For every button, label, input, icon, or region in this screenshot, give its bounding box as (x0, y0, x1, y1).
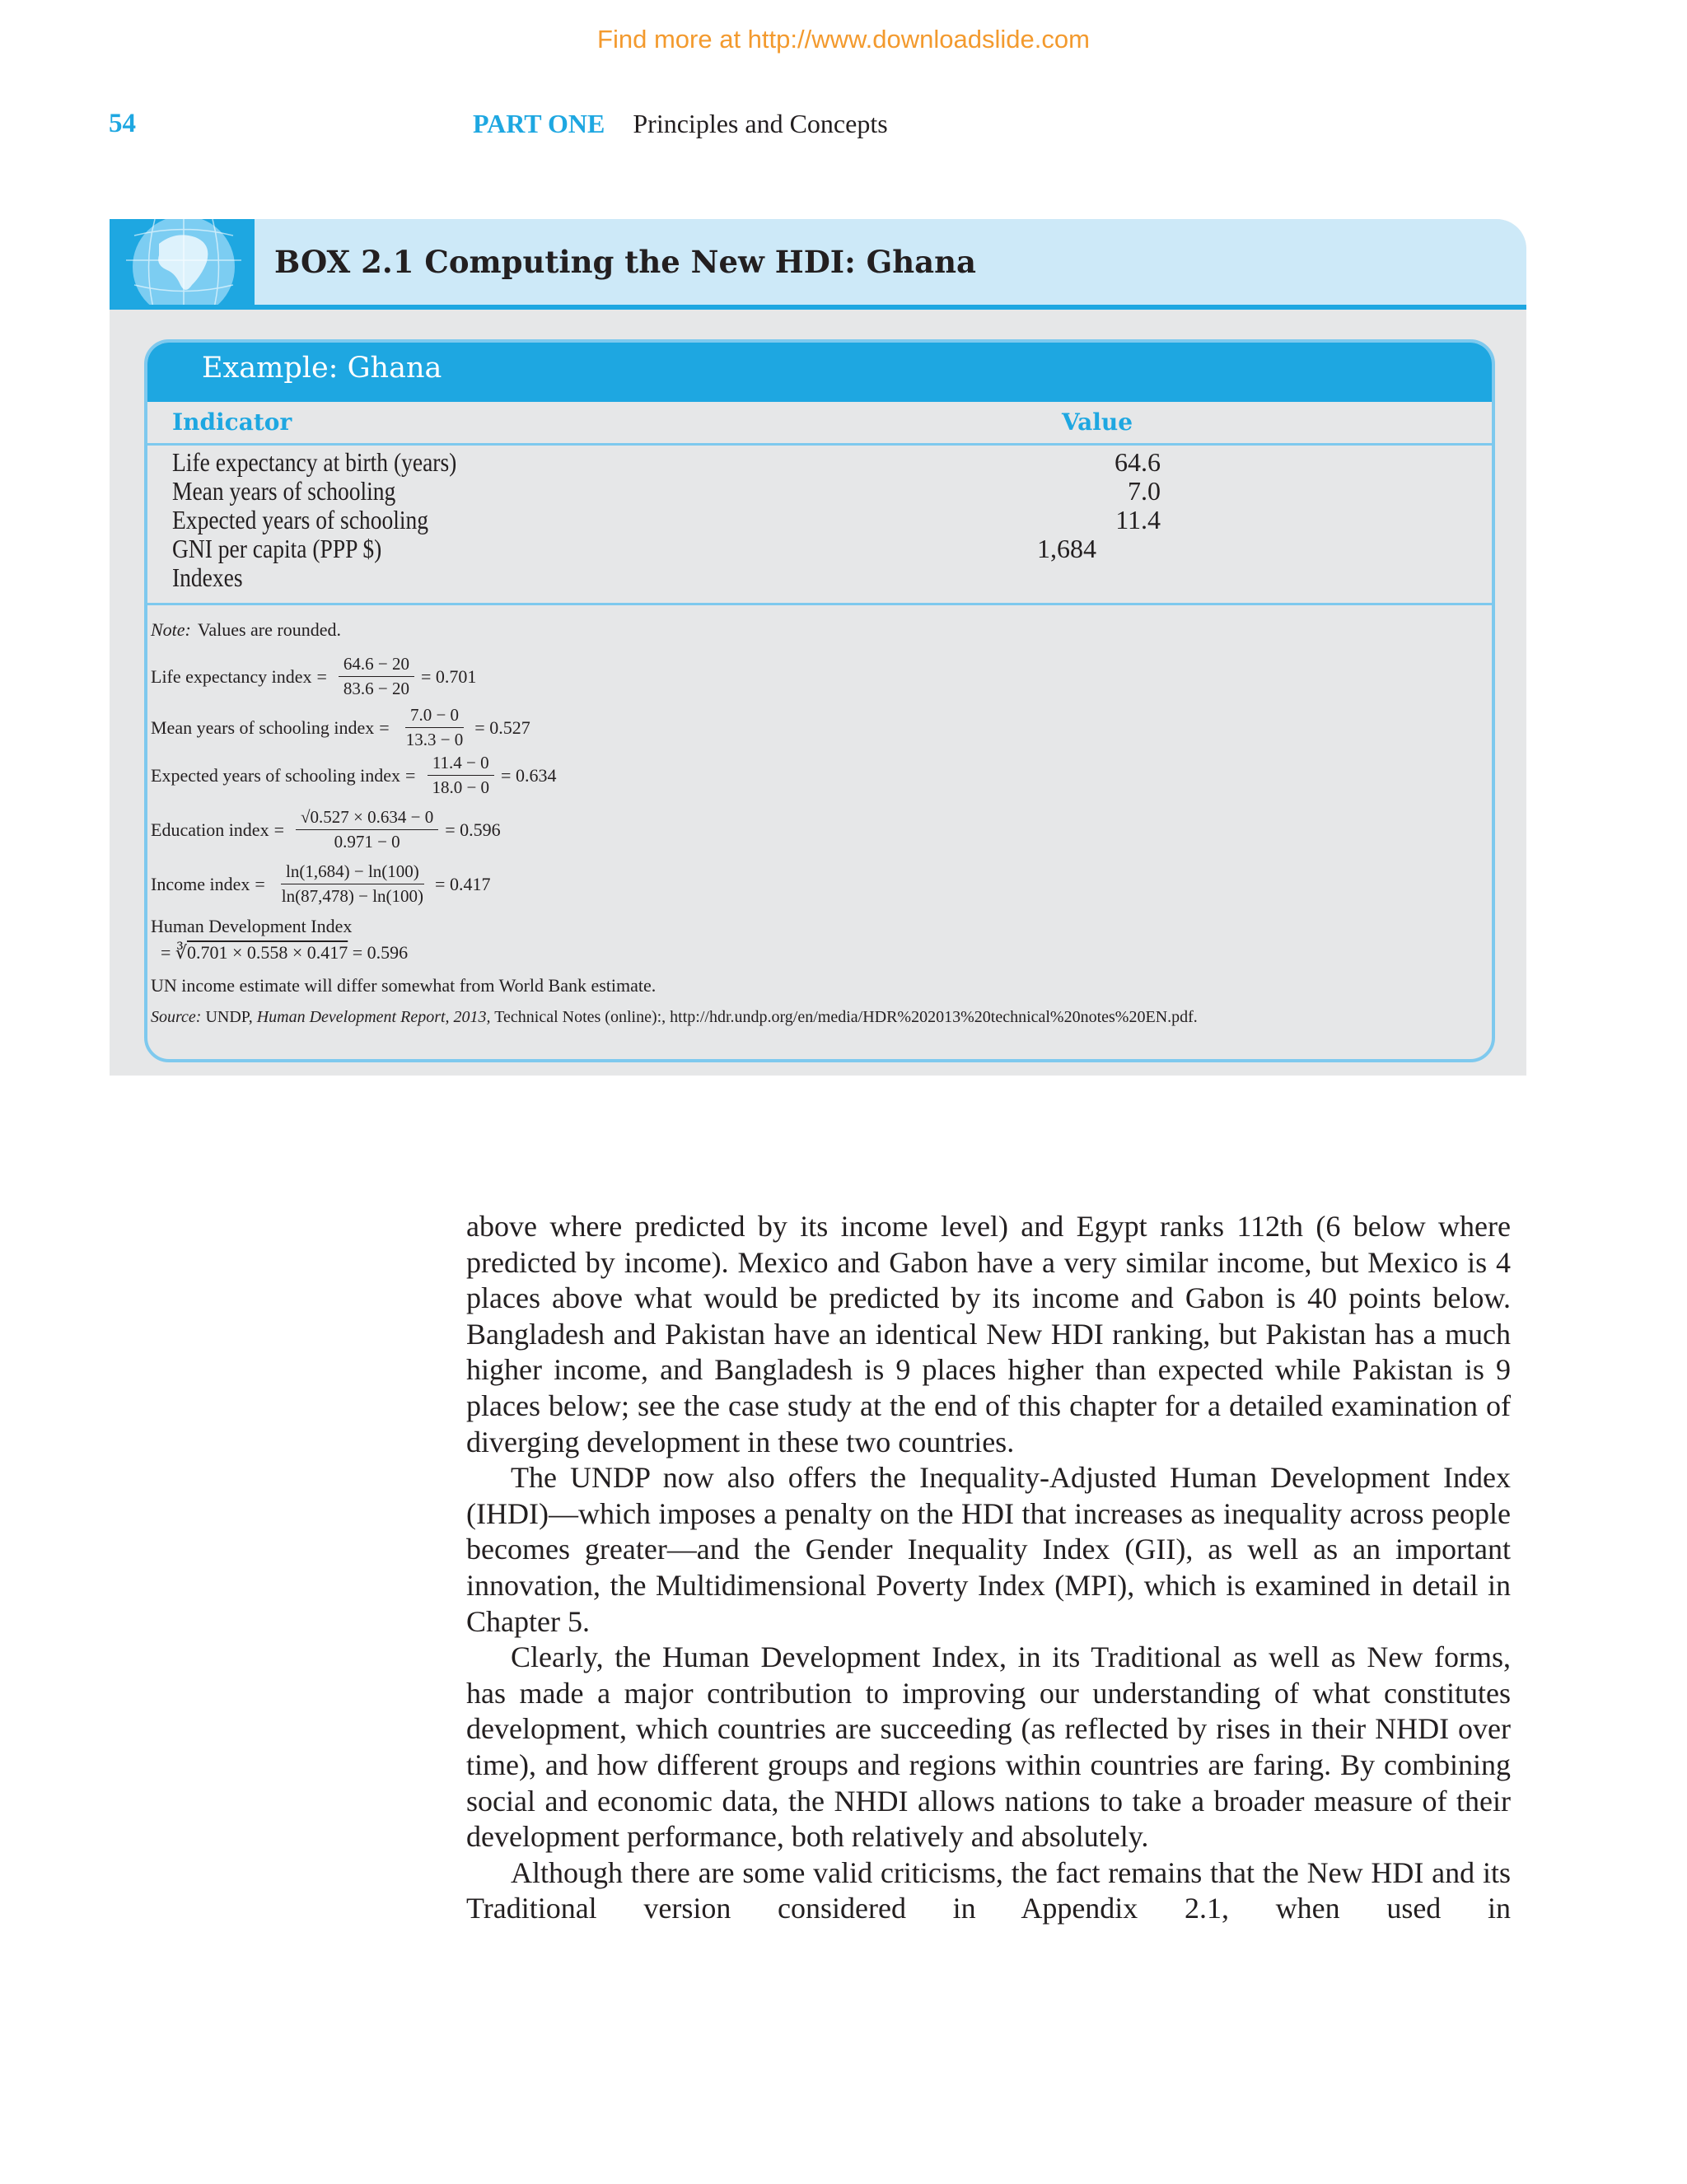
numerator: 11.4 − 0 (428, 753, 494, 776)
paragraph: Clearly, the Human Development Index, in its Traditional as well as New forms, has made a major contribution to improving our understanding of what constitutes development, which countries are succeeding (as reflected by rises in their NHDI over time), and how different groups and regions within countries are faring. By combining social and economic data, the NHDI allows nations to take a broader measure of their development performance, both relatively and absolutely. (466, 1640, 1511, 1854)
equation-result: = 0.634 (501, 764, 557, 786)
value-list (1037, 448, 1218, 592)
equation-result: = 0.417 (435, 873, 491, 894)
paragraph: Although there are some valid criticisms, the fact remains that the New HDI and its Traditional version considered in Appendix 2.1, when used in (466, 1855, 1511, 1925)
equation-fraction (277, 861, 428, 907)
equation-fraction (339, 654, 414, 699)
equation-label: Education index (151, 819, 269, 840)
hdi-radicand: 0.701 × 0.558 × 0.417 (186, 942, 348, 963)
equation-result: = 0.527 (474, 716, 530, 738)
denominator: 83.6 − 20 (343, 679, 409, 698)
denominator: 18.0 − 0 (432, 777, 490, 797)
equation-result: = 0.701 (420, 665, 477, 687)
page-number: 54 (109, 109, 136, 138)
equation-life-expectancy: Life expectancy index = $\frac{64.6 - 20}{83.6 - 20}$ = 0.701 (151, 654, 477, 698)
equation-education: Education index = $\frac{√0.527 \times 0.634 - 0}{0.971 - 0}$ = 0.596 (151, 807, 501, 852)
un-note: UN income estimate will differ somewhat from World Bank estimate. (151, 975, 657, 996)
box-2-1 (110, 219, 1526, 1076)
example-panel (144, 339, 1495, 1062)
paragraph: The UNDP now also offers the Inequality-Adjusted Human Development Index (IHDI)—which imposes a penalty on the HDI that increases as inequality across people becomes greater—and the Gender Inequality Index (GII), as well as an important innovation, the Multidimensional Poverty Index (MPI), which is examined in detail in Chapter 5. (466, 1461, 1511, 1638)
source-note (151, 1008, 1198, 1027)
note-text: Values are rounded. (197, 619, 341, 640)
body-text (466, 1209, 1511, 1927)
table-row-indicator: GNI per capita (PPP $) (172, 534, 382, 563)
table-row-value (1037, 563, 1161, 592)
part-label: PART ONE (473, 109, 605, 138)
source-title: Human Development Report, 2013, (256, 1008, 491, 1026)
hdi-equation (161, 942, 408, 964)
equation-result: = 0.596 (445, 819, 501, 840)
example-title: Example: Ghana (202, 352, 442, 385)
column-header-indicator: Indicator (172, 408, 292, 436)
equation-label: Life expectancy index (151, 665, 312, 687)
globe-icon (110, 219, 255, 305)
hdi-label: Human Development Index (151, 916, 353, 936)
table-row-indicator: Indexes (172, 562, 243, 592)
numerator: 64.6 − 20 (339, 654, 414, 677)
numerator: √0.527 × 0.634 − 0 (296, 807, 438, 830)
hdi-prefix: = ∛ (161, 942, 187, 963)
equation-fraction (427, 753, 494, 798)
box-header (110, 219, 1526, 310)
source-rest: Technical Notes (online):, http://hdr.undp.org/en/media/HDR%202013%20technical%20notes%20EN.pdf. (494, 1008, 1198, 1026)
table-row-indicator: Life expectancy at birth (years) (172, 447, 457, 477)
paragraph: above where predicted by its income level) and Egypt ranks 112th (6 below where predicted by income). Mexico and Gabon have a very similar income, but Mexico is 4 places above what would be predicted by its income and Gabon is 40 points below. Bangladesh and Pakistan have an identical New HDI ranking, but Pakistan has a much higher income, and Bangladesh is 9 places higher than expected while Pakistan is 9 places below; see the case study at the end of this chapter for a detailed examination of diverging development in these two countries. (466, 1210, 1511, 1458)
indicator-list (172, 448, 1161, 592)
note (151, 619, 341, 641)
example-header (147, 343, 1492, 402)
equation-income: Income index = $\frac{\ln(1,684) - \ln(100)}{\ln(87,478) - \ln(100)}$ = 0.417 (151, 861, 491, 906)
table-row-value: 11.4 (1115, 505, 1161, 534)
box-title: BOX 2.1 Computing the New HDI: Ghana (274, 244, 976, 280)
source-label: Source: (151, 1008, 202, 1026)
table-row-indicator: Mean years of schooling (172, 476, 396, 506)
equation-fraction (296, 807, 438, 852)
running-head (473, 109, 888, 139)
note-label: Note: (151, 619, 191, 640)
numerator: ln(1,684) − ln(100) (281, 861, 424, 884)
source-org: UNDP, (205, 1008, 253, 1026)
equation-label: Mean years of schooling index (151, 716, 375, 738)
part-title: Principles and Concepts (633, 109, 888, 138)
numerator: 7.0 − 0 (405, 705, 464, 728)
table-row-value: 7.0 (1128, 476, 1161, 506)
equation-mean-schooling: Mean years of schooling index = $\frac{7.0 - 0}{13.3 - 0}$ = 0.527 (151, 705, 530, 749)
denominator: 0.971 − 0 (334, 832, 400, 852)
equation-label: Expected years of schooling index (151, 764, 401, 786)
table-rule-bottom (147, 603, 1492, 605)
denominator: ln(87,478) − ln(100) (281, 886, 424, 906)
equation-expected-schooling: Expected years of schooling index = $\frac{11.4 - 0}{18.0 - 0}$ = 0.634 (151, 753, 557, 797)
equation-label: Income index (151, 873, 250, 894)
table-row-value: 1,684 (1037, 534, 1096, 563)
table-rule-top (147, 443, 1492, 446)
column-header-value: Value (1062, 408, 1133, 436)
denominator: 13.3 − 0 (405, 730, 464, 749)
table-row-indicator: Expected years of schooling (172, 505, 429, 534)
watermark: Find more at http://www.downloadslide.com (597, 25, 1090, 54)
equation-fraction (401, 705, 469, 750)
hdi-result: = 0.596 (348, 942, 409, 963)
table-row-value: 64.6 (1115, 447, 1161, 477)
